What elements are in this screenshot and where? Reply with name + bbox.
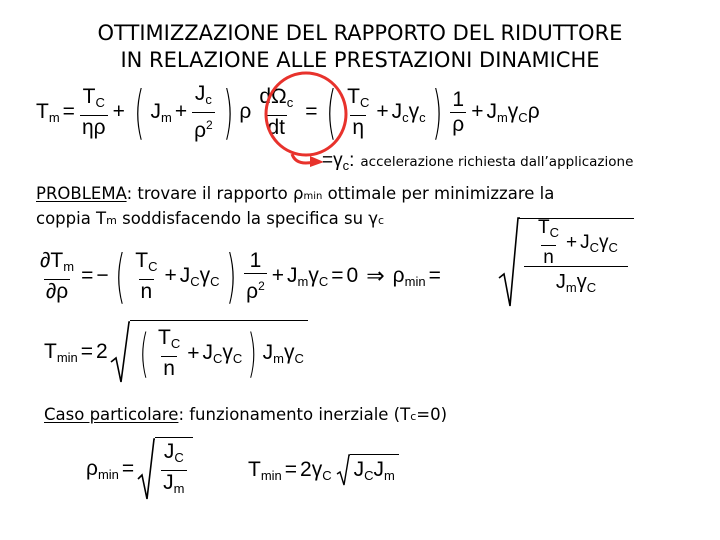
slide-title-line-2: IN RELAZIONE ALLE PRESTAZIONI DINAMICHE — [120, 48, 600, 72]
annotation-acceleration: $=\gamma_c$: accelerazione richiesta dall’applicazione — [322, 150, 634, 173]
equation-rho-min-inertial: $\rho_{min}$ = $\frac{J_C}{J_m}$ — [86, 437, 193, 501]
equation-derivative: $\frac{\partial T_m}{\partial\rho}$ = − ( $\frac{T_C}{n}$ + $J_C\gamma_C$ ) $\frac{1}{\rho^2}$ + $J_m\gamma_C$ = 0 ⇒ $\rho_{min}$ = — [40, 242, 441, 310]
sqrt-icon — [498, 216, 520, 308]
rho-min-sqrt: $\frac{T_C}{n}$ + $J_C\gamma_C$ $J_m\gamma_C$ — [498, 216, 636, 308]
equation-tmin: $T_{min}$ = 2 ( $\frac{T_C}{n}$ + $J_C\gamma_C$ ) $J_m\gamma_C$ — [44, 320, 308, 384]
special-case-statement: Caso particolare: funzionamento inerziale (Tc=0) — [44, 405, 448, 424]
sqrt-icon — [137, 437, 155, 501]
slide-title-line-1: OTTIMIZZAZIONE DEL RAPPORTO DEL RIDUTTORE — [97, 21, 623, 45]
equation-torque-balance: $T_m$ = $\frac{T_C}{\eta\rho}$ + ( $J_m$ + $\frac{J_c}{\rho^2}$ ) ρ $\frac{d\Omega_c}{dt}$ = ( $\frac{T_C}{\eta}$ + $J_c\gamma_c$ ) $\frac{1}{\rho}$ + $J_m\gamma_C\rho$ — [36, 78, 540, 146]
equation-tmin-inertial: $T_{min}$ = 2 $\gamma_C$ $J_CJ_m$ — [248, 450, 399, 490]
sqrt-icon — [336, 454, 350, 486]
problem-statement: PROBLEMA: trovare il rapporto ρmin ottimale per minimizzare la coppia Tm soddisfacendo la specifica su γc — [36, 184, 555, 228]
sqrt-icon — [110, 320, 130, 384]
